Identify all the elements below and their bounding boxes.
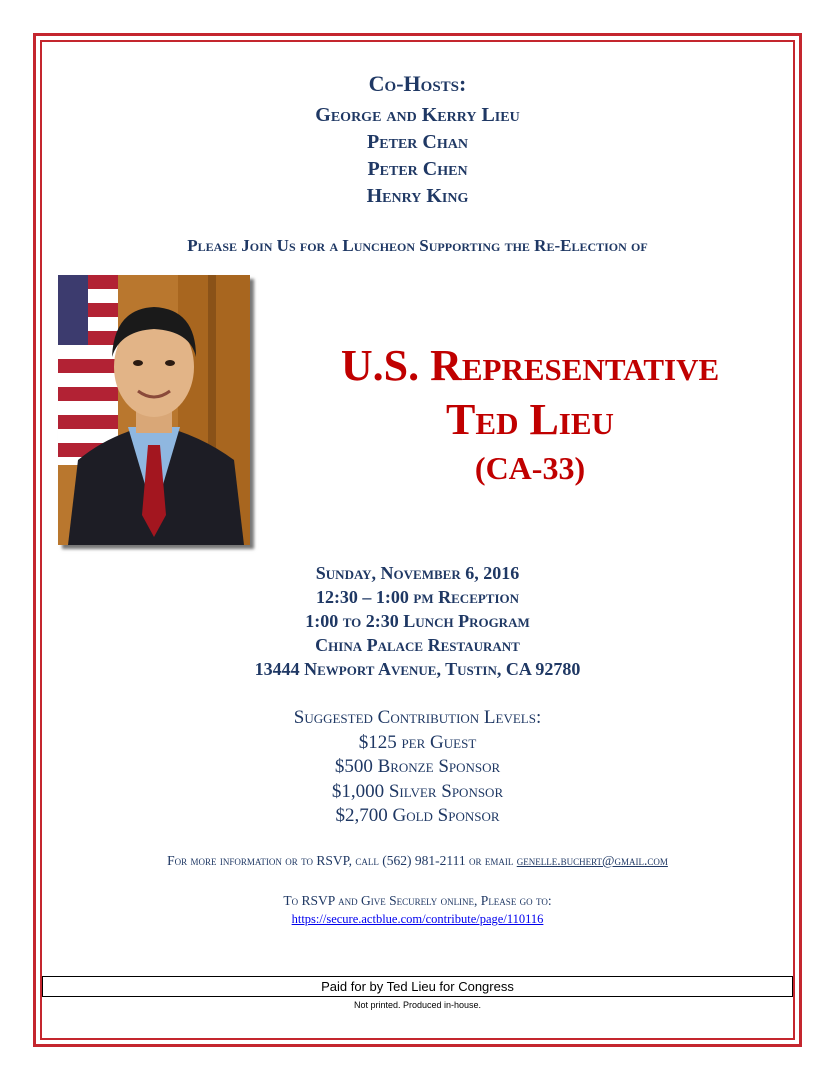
contribution-levels: [0, 706, 835, 829]
cohost-name: Henry King: [366, 185, 469, 207]
cohost-name: Peter Chen: [367, 158, 468, 180]
representative-name: Ted Lieu: [446, 395, 614, 444]
event-details: [0, 561, 835, 681]
rsvp-text: To RSVP and Give Securely online, Please go to:: [283, 893, 552, 908]
rsvp-link[interactable]: https://secure.actblue.com/contribute/page/110116: [291, 912, 544, 926]
not-printed-note: Not printed. Produced in-house.: [353, 1000, 482, 1010]
more-info-line: [0, 853, 835, 869]
contribution-level: $125 per Guest: [358, 731, 477, 753]
cohost-name: George and Kerry Lieu: [315, 104, 520, 126]
event-reception: 12:30 – 1:00 pm Reception: [315, 587, 520, 607]
invite-line: Please Join Us for a Luncheon Supporting the Re-Election of: [187, 236, 648, 255]
event-date: Sunday, November 6, 2016: [315, 563, 520, 583]
event-address: 13444 Newport Avenue, Tustin, CA 92780: [254, 659, 581, 679]
email-link[interactable]: genelle.buchert@gmail.com: [516, 853, 668, 868]
representative-district: (CA-33): [474, 450, 586, 486]
more-info-text: For more information or to RSVP, call (562) 981-2111 or email: [167, 853, 517, 868]
contribution-level: $2,700 Gold Sponsor: [335, 805, 500, 826]
rsvp-section: [0, 892, 835, 928]
event-venue: China Palace Restaurant: [315, 635, 520, 655]
cohosts-title: Co-Hosts:: [368, 71, 467, 96]
cohost-name: Peter Chan: [367, 131, 468, 153]
paid-for-box: Paid for by Ted Lieu for Congress: [42, 976, 793, 997]
cohosts-list: [0, 102, 835, 210]
contribution-title: Suggested Contribution Levels:: [293, 707, 542, 728]
contribution-level: $500 Bronze Sponsor: [334, 756, 501, 777]
event-lunch: 1:00 to 2:30 Lunch Program: [305, 611, 530, 631]
representative-title: U.S. Representative: [340, 341, 720, 390]
contribution-level: $1,000 Silver Sponsor: [331, 780, 504, 802]
candidate-photo: [58, 275, 250, 545]
